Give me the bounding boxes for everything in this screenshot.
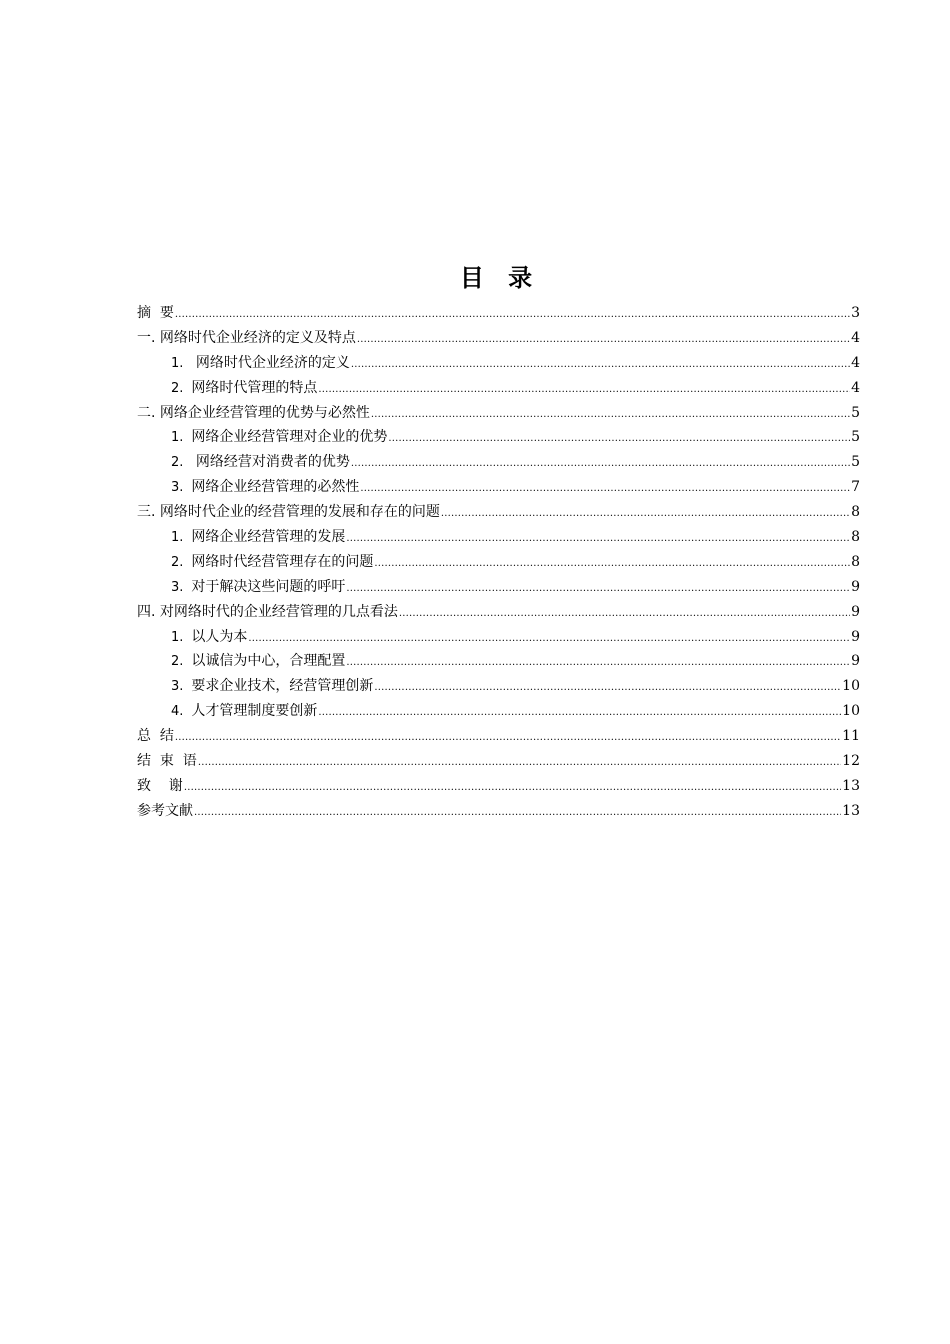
toc-entry-page-number: 4 bbox=[851, 379, 860, 396]
toc-entry[interactable] bbox=[137, 425, 860, 450]
toc-entry-number: 2. bbox=[171, 554, 184, 570]
toc-dot-leader bbox=[346, 651, 850, 676]
toc-dot-leader bbox=[351, 452, 850, 477]
toc-entry[interactable] bbox=[137, 749, 860, 774]
toc-entry-page-number: 4 bbox=[851, 329, 860, 346]
toc-entry[interactable] bbox=[137, 575, 860, 600]
toc-entry[interactable] bbox=[137, 475, 860, 500]
toc-entry-label: 二. 网络企业经营管理的优势与必然性 bbox=[137, 404, 370, 421]
toc-entry[interactable] bbox=[137, 301, 860, 326]
toc-entry-number: 2. bbox=[171, 455, 184, 471]
toc-entry-label: 摘 要 bbox=[137, 305, 174, 321]
toc-entry-label: 网络时代企业经济的定义 bbox=[191, 354, 350, 371]
toc-entry-page-number: 13 bbox=[842, 802, 860, 819]
toc-entry-number: 1. bbox=[171, 355, 184, 371]
toc-dot-leader bbox=[248, 627, 850, 652]
toc-entry-label: 一. 网络时代企业经济的定义及特点 bbox=[137, 329, 356, 346]
toc-entry-label: 四. 对网络时代的企业经营管理的几点看法 bbox=[137, 603, 398, 620]
toc-entry-page-number: 9 bbox=[851, 628, 860, 645]
toc-dot-leader bbox=[388, 427, 850, 452]
toc-entry-page-number: 5 bbox=[851, 429, 860, 446]
toc-entry[interactable] bbox=[137, 674, 860, 699]
toc-entry[interactable] bbox=[137, 401, 860, 426]
toc-entry-page-number: 5 bbox=[851, 404, 860, 421]
toc-entry[interactable] bbox=[137, 625, 860, 650]
toc-entry-number: 3. bbox=[171, 480, 184, 496]
toc-entry-label: 人才管理制度要创新 bbox=[191, 703, 318, 720]
toc-entry-label: 网络经营对消费者的优势 bbox=[191, 454, 350, 471]
toc-entry-page-number: 3 bbox=[851, 305, 860, 321]
toc-entry-page-number: 8 bbox=[851, 529, 860, 546]
toc-entry-label: 网络企业经营管理的发展 bbox=[191, 529, 346, 546]
toc-dot-leader bbox=[184, 776, 841, 801]
toc-entry-number: 3. bbox=[171, 679, 184, 695]
toc-entry-page-number: 9 bbox=[851, 653, 860, 670]
toc-dot-leader bbox=[371, 403, 850, 428]
toc-entry-page-number: 10 bbox=[842, 678, 860, 695]
toc-dot-leader bbox=[441, 502, 850, 527]
toc-entry[interactable] bbox=[137, 376, 860, 401]
toc-entry-label: 网络时代管理的特点 bbox=[191, 379, 318, 396]
toc-entry[interactable] bbox=[137, 699, 860, 724]
toc-entry-label: 结 束 语 bbox=[137, 753, 197, 770]
toc-entry-number: 4. bbox=[171, 704, 184, 720]
toc-entry-label: 总 结 bbox=[137, 728, 174, 745]
toc-entry-number: 2. bbox=[171, 380, 184, 396]
toc-entry-label: 致 谢 bbox=[137, 777, 183, 794]
table-of-contents bbox=[137, 301, 860, 824]
toc-entry[interactable] bbox=[137, 525, 860, 550]
toc-entry[interactable] bbox=[137, 550, 860, 575]
toc-entry-label: 以诚信为中心，合理配置 bbox=[191, 653, 346, 670]
toc-entry-number: 1. bbox=[171, 430, 184, 446]
toc-entry[interactable] bbox=[137, 799, 860, 824]
toc-dot-leader bbox=[175, 726, 841, 751]
toc-entry-label: 对于解决这些问题的呼吁 bbox=[191, 578, 346, 595]
toc-entry-page-number: 5 bbox=[851, 454, 860, 471]
toc-entry-label: 网络企业经营管理对企业的优势 bbox=[191, 429, 388, 446]
toc-dot-leader bbox=[374, 552, 850, 577]
toc-dot-leader bbox=[346, 527, 850, 552]
toc-entry-page-number: 12 bbox=[842, 753, 860, 770]
toc-dot-leader bbox=[194, 801, 841, 826]
toc-entry-label: 要求企业技术，经营管理创新 bbox=[191, 678, 374, 695]
toc-entry-number: 1. bbox=[171, 629, 184, 645]
toc-entry-page-number: 9 bbox=[851, 578, 860, 595]
toc-entry[interactable] bbox=[137, 450, 860, 475]
toc-dot-leader bbox=[360, 477, 850, 502]
toc-entry[interactable] bbox=[137, 600, 860, 625]
toc-dot-leader bbox=[399, 602, 850, 627]
toc-dot-leader bbox=[351, 353, 850, 378]
toc-entry[interactable] bbox=[137, 774, 860, 799]
toc-entry-label: 三. 网络时代企业的经营管理的发展和存在的问题 bbox=[137, 504, 440, 521]
toc-entry-page-number: 8 bbox=[851, 504, 860, 521]
toc-dot-leader bbox=[346, 577, 850, 602]
toc-entry[interactable] bbox=[137, 351, 860, 376]
toc-entry-page-number: 11 bbox=[842, 728, 860, 745]
toc-dot-leader bbox=[318, 378, 850, 403]
toc-entry-number: 1. bbox=[171, 530, 184, 546]
toc-entry[interactable] bbox=[137, 649, 860, 674]
toc-entry-page-number: 13 bbox=[842, 777, 860, 794]
toc-entry-label: 网络企业经营管理的必然性 bbox=[191, 479, 360, 496]
toc-entry-label: 参考文献 bbox=[137, 802, 193, 819]
toc-entry-page-number: 9 bbox=[851, 603, 860, 620]
toc-dot-leader bbox=[374, 676, 841, 701]
toc-entry[interactable] bbox=[137, 724, 860, 749]
toc-entry[interactable] bbox=[137, 500, 860, 525]
toc-entry-page-number: 8 bbox=[851, 553, 860, 570]
toc-entry[interactable] bbox=[137, 326, 860, 351]
toc-entry-page-number: 4 bbox=[851, 354, 860, 371]
toc-entry-label: 以人为本 bbox=[191, 628, 248, 645]
toc-title: 目 录 bbox=[459, 264, 541, 292]
toc-entry-number: 3. bbox=[171, 579, 184, 595]
toc-entry-number: 2. bbox=[171, 654, 184, 670]
toc-dot-leader bbox=[175, 303, 850, 328]
toc-entry-page-number: 7 bbox=[851, 479, 860, 496]
toc-dot-leader bbox=[318, 701, 841, 726]
toc-dot-leader bbox=[357, 328, 850, 353]
toc-entry-page-number: 10 bbox=[842, 703, 860, 720]
toc-entry-label: 网络时代经营管理存在的问题 bbox=[191, 553, 374, 570]
toc-dot-leader bbox=[198, 751, 841, 776]
